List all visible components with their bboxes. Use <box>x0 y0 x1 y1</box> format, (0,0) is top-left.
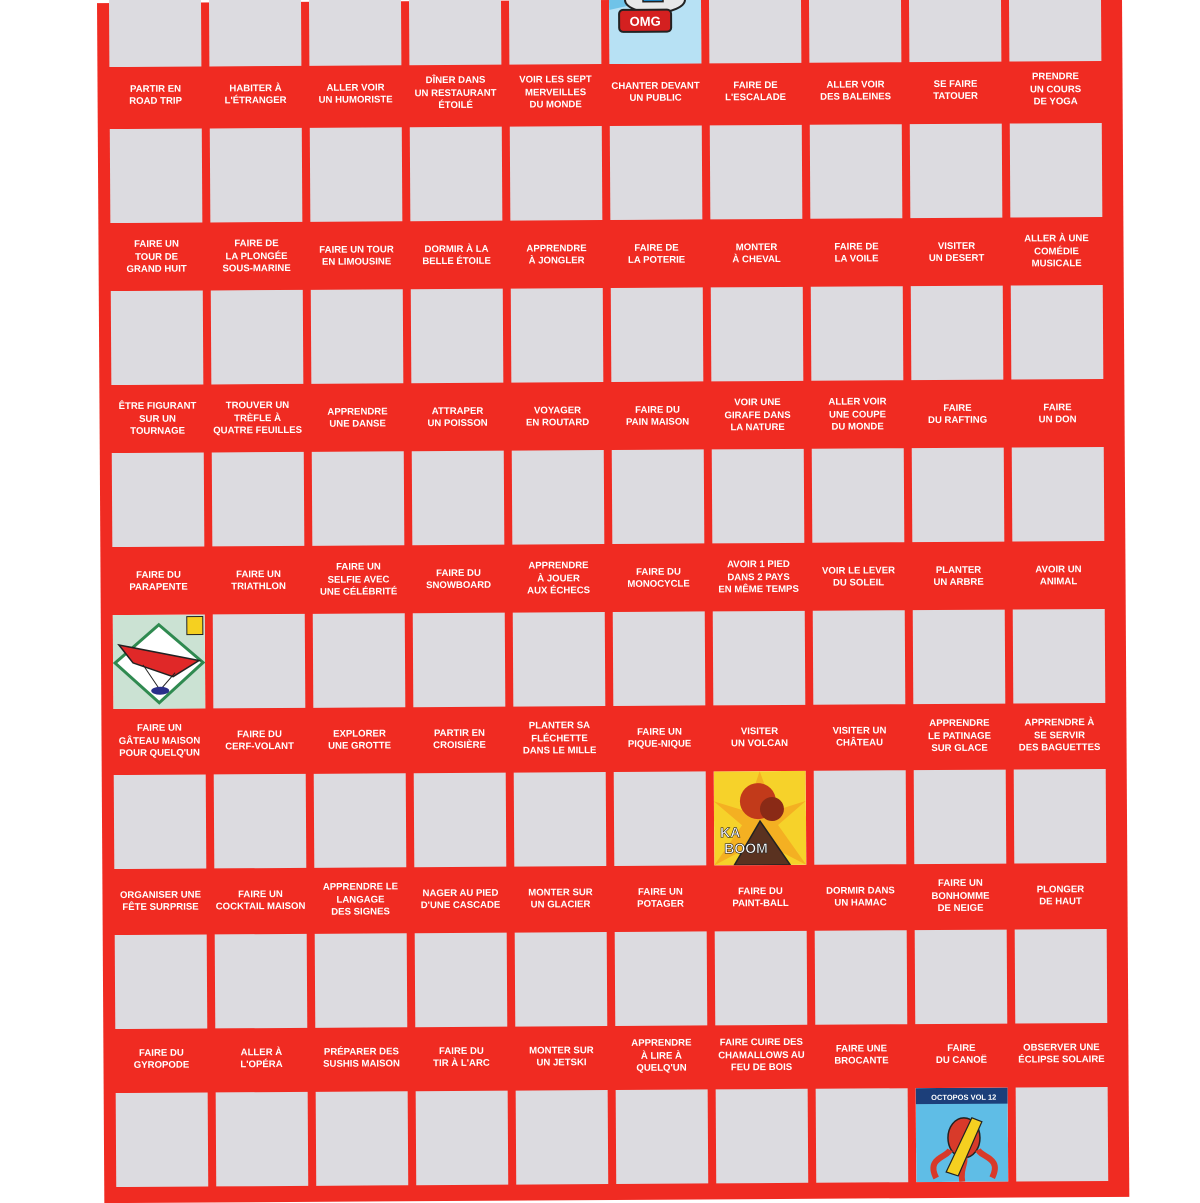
scratch-box[interactable] <box>915 930 1008 1025</box>
challenge-cell <box>611 242 703 288</box>
challenge-cell <box>610 79 702 126</box>
challenge-label: FAIRE DE LA POTERIE <box>627 242 686 266</box>
challenge-label: VOYAGER EN ROUTARD <box>525 404 590 429</box>
svg-text:BOOM: BOOM <box>724 840 768 857</box>
challenge-cell <box>316 1045 408 1092</box>
challenge-cell <box>112 400 204 453</box>
challenge-label: DORMIR À LA BELLE ÉTOILE <box>422 243 491 268</box>
challenge-label: FAIRE DU RAFTING <box>927 402 988 427</box>
challenge-label: EXPLORER UNE GROTTE <box>328 727 392 752</box>
challenge-label: ALLER À L'OPÉRA <box>240 1046 283 1071</box>
challenge-cell <box>814 724 906 771</box>
challenge-cell <box>1013 563 1105 610</box>
scratch-box[interactable] <box>513 612 606 707</box>
challenge-label: PLANTER UN ARBRE <box>933 564 984 589</box>
challenge-cell <box>615 886 707 932</box>
challenge-cell <box>513 560 605 613</box>
challenge-cell <box>716 1037 808 1090</box>
scratch-box[interactable] <box>411 289 504 384</box>
challenge-label: ALLER VOIR UNE COUPE DU MONDE <box>828 396 887 433</box>
scratch-box[interactable] <box>715 931 808 1026</box>
scratch-poster <box>97 0 1129 1203</box>
challenge-label: FAIRE UN SELFIE AVEC UNE CÉLÉBRITÉ <box>319 561 398 599</box>
scratch-box[interactable] <box>809 0 902 63</box>
challenge-cell <box>116 1047 208 1093</box>
challenge-cell <box>210 82 302 129</box>
challenge-cell <box>1015 883 1107 930</box>
scratch-box[interactable] <box>1010 123 1103 218</box>
scratch-box[interactable] <box>510 126 603 221</box>
challenge-cell <box>1012 401 1104 448</box>
challenge-cell <box>311 243 403 290</box>
scratch-box[interactable] <box>416 1091 509 1186</box>
scratch-box[interactable] <box>212 452 305 547</box>
challenge-label: VISITER UN VOLCAN <box>730 725 789 750</box>
challenge-label: VISITER UN CHÂTEAU <box>832 724 887 749</box>
scratch-box[interactable] <box>1015 929 1108 1024</box>
challenge-label: PARTIR EN CROISIÈRE <box>433 727 486 752</box>
challenge-label: FAIRE DU PAIN MAISON <box>625 404 690 428</box>
challenge-label: FAIRE UN POTAGER <box>637 886 684 910</box>
challenge-label: PLANTER SA FLÉCHETTE DANS LE MILLE <box>522 720 597 757</box>
challenge-cell <box>216 1046 308 1093</box>
challenge-row <box>103 877 1128 935</box>
challenge-cell <box>614 726 706 772</box>
scratch-box[interactable] <box>713 611 806 706</box>
scratch-box[interactable] <box>1014 769 1107 864</box>
challenge-cell <box>616 1037 708 1090</box>
scratch-box[interactable] <box>710 125 803 220</box>
challenge-label: FAIRE DE LA PLONGÉE SOUS-MARINE <box>222 238 291 275</box>
challenge-cell <box>310 81 402 128</box>
challenge-cell <box>1016 1041 1108 1088</box>
challenge-label: AVOIR 1 PIED DANS 2 PAYS EN MÊME TEMPS <box>718 559 799 596</box>
scratch-box[interactable] <box>210 128 303 223</box>
challenge-cell <box>415 887 507 934</box>
challenge-cell <box>313 561 405 614</box>
challenge-cell <box>213 568 305 615</box>
scratch-box[interactable] <box>610 125 703 220</box>
challenge-label: FAIRE DU GYROPODE <box>133 1047 190 1071</box>
challenge-cell <box>514 720 606 773</box>
challenge-cell <box>515 886 607 933</box>
scratch-box[interactable] <box>611 287 704 382</box>
challenge-cell <box>113 569 205 615</box>
challenge-label: FAIRE UNE BROCANTE <box>834 1042 889 1067</box>
challenge-label: FAIRE DU PARAPENTE <box>129 569 188 593</box>
challenge-cell <box>315 881 407 934</box>
scratch-box[interactable] <box>114 774 207 869</box>
challenge-cell <box>1010 71 1102 124</box>
challenge-label: VISITER UN DESERT <box>928 240 985 265</box>
scratch-box[interactable] <box>310 127 403 222</box>
challenge-cell <box>115 889 207 935</box>
scratch-box[interactable] <box>412 451 505 546</box>
challenge-cell <box>911 240 1003 287</box>
scratch-box[interactable] <box>312 451 405 546</box>
challenge-cell <box>813 564 905 611</box>
challenge-cell <box>510 74 602 127</box>
challenge-label: FAIRE DU TIR À L'ARC <box>433 1045 490 1070</box>
scratch-box[interactable] <box>215 934 308 1029</box>
challenge-cell <box>114 722 206 775</box>
svg-text:KA: KA <box>720 824 741 841</box>
challenge-cell <box>912 402 1004 449</box>
scratch-box[interactable] <box>109 0 202 67</box>
challenge-label: PARTIR EN ROAD TRIP <box>129 83 183 107</box>
scratch-box[interactable] <box>815 930 908 1025</box>
scratch-box[interactable] <box>812 448 905 543</box>
challenge-cell <box>414 727 506 774</box>
challenge-label: MONTER SUR UN JETSKI <box>529 1044 594 1069</box>
challenge-label: FAIRE UN TOUR DE GRAND HUIT <box>126 238 187 276</box>
challenge-label: FAIRE UN GÂTEAU MAISON POUR QUELQ'UN <box>118 722 201 760</box>
scratch-box[interactable] <box>909 0 1002 62</box>
challenge-label: HABITER À L'ÉTRANGER <box>224 82 287 107</box>
scratch-box[interactable] <box>116 1092 209 1187</box>
scratch-box[interactable] <box>414 773 507 868</box>
challenge-cell <box>612 404 704 450</box>
challenge-cell <box>411 243 503 290</box>
challenge-cell <box>810 78 902 125</box>
challenge-cell <box>416 1045 508 1092</box>
scratch-box[interactable] <box>913 610 1006 705</box>
scratch-box[interactable] <box>111 290 204 385</box>
challenge-label: APPRENDRE À JONGLER <box>526 242 587 267</box>
challenge-cell <box>916 1042 1008 1103</box>
scratch-box[interactable] <box>914 770 1007 865</box>
challenge-label: FAIRE UN DON <box>1038 401 1077 426</box>
scratch-box[interactable] <box>910 124 1003 219</box>
scratch-box[interactable] <box>110 128 203 223</box>
svg-text:OCTOPOS VOL 12: OCTOPOS VOL 12 <box>931 1092 997 1103</box>
scratch-box[interactable] <box>314 773 407 868</box>
challenge-label: FAIRE DE LA VOILE <box>834 240 879 265</box>
scratch-box[interactable] <box>311 289 404 384</box>
challenge-cell <box>812 396 904 449</box>
challenge-row <box>104 1037 1129 1103</box>
challenge-cell <box>511 242 603 289</box>
scratch-box[interactable] <box>512 450 605 545</box>
scratch-box[interactable] <box>711 287 804 382</box>
challenge-label: VOIR LES SEPT MERVEILLES DU MONDE <box>519 74 592 111</box>
challenge-cell <box>111 238 203 291</box>
scratch-box[interactable] <box>112 452 205 547</box>
volcano-art <box>714 771 807 866</box>
scratch-box[interactable] <box>816 1088 909 1183</box>
challenge-label: ALLER À UNE COMÉDIE MUSICALE <box>1024 233 1089 270</box>
challenge-cell <box>913 564 1005 611</box>
challenge-label: PRÉPARER DES SUSHIS MAISON <box>323 1045 400 1070</box>
challenge-cell <box>711 241 803 288</box>
scratch-box[interactable] <box>911 286 1004 381</box>
challenge-label: DORMIR DANS UN HAMAC <box>826 884 895 909</box>
challenge-label: FAIRE DE L'ESCALADE <box>725 79 787 104</box>
octopus-art <box>916 1088 1009 1183</box>
scratch-box[interactable] <box>315 933 408 1028</box>
scratch-box[interactable] <box>309 0 402 66</box>
scratch-box[interactable] <box>1011 285 1104 380</box>
scratch-box[interactable] <box>211 290 304 385</box>
scratch-box[interactable] <box>316 1091 409 1186</box>
scratch-box[interactable] <box>415 933 508 1028</box>
challenge-label: SE FAIRE TATOUER <box>933 78 979 103</box>
challenge-cell <box>613 566 705 612</box>
scratch-box[interactable] <box>615 931 708 1026</box>
challenge-row <box>100 396 1125 453</box>
scratch-box[interactable] <box>216 1092 309 1187</box>
challenge-cell <box>815 884 907 931</box>
challenge-cell <box>413 567 505 614</box>
challenge-cell <box>816 1042 908 1089</box>
scratch-box[interactable] <box>612 449 705 544</box>
scratch-box[interactable] <box>709 0 802 63</box>
scratch-box[interactable] <box>409 0 502 65</box>
challenge-cell <box>516 1044 608 1091</box>
challenge-label: APPRENDRE UNE DANSE <box>327 405 388 430</box>
scratched-box[interactable] <box>714 771 807 866</box>
challenge-label: ORGANISER UNE FÊTE SURPRISE <box>119 889 202 913</box>
challenge-row <box>101 559 1126 615</box>
challenge-cell <box>1011 233 1103 286</box>
challenge-cell <box>914 717 1006 771</box>
scratch-box[interactable] <box>313 613 406 708</box>
challenge-row <box>102 717 1127 857</box>
challenge-label: FAIRE CUIRE DES CHAMALLOWS AU FEU DE BOIS <box>718 1037 805 1074</box>
challenge-cell <box>312 405 404 452</box>
challenge-label: FAIRE DU CANOË <box>935 1042 988 1067</box>
challenge-cell <box>512 404 604 451</box>
challenge-row <box>99 233 1124 291</box>
challenge-label: FAIRE DU CERF-VOLANT <box>225 728 294 753</box>
challenge-label: VOIR UNE GIRAFE DANS LA NATURE <box>724 397 791 434</box>
scratch-box[interactable] <box>410 127 503 222</box>
challenge-cell <box>713 559 805 612</box>
scratch-box[interactable] <box>515 932 608 1027</box>
challenge-cell <box>715 885 807 932</box>
svg-text:OMG: OMG <box>629 13 661 29</box>
scratch-box[interactable] <box>616 1089 709 1184</box>
challenge-label: PRENDRE UN COURS DE YOGA <box>1029 71 1082 108</box>
challenge-label: ÊTRE FIGURANT SUR UN TOURNAGE <box>118 400 197 438</box>
scratch-box[interactable] <box>514 772 607 867</box>
challenge-cell <box>215 888 307 935</box>
scratch-box[interactable] <box>214 774 307 869</box>
challenge-row <box>98 71 1123 129</box>
challenge-label: CHANTER DEVANT UN PUBLIC <box>611 79 700 104</box>
challenge-label: ATTRAPER UN POISSON <box>427 405 488 430</box>
challenge-cell <box>212 400 304 453</box>
challenge-label: VOIR LE LEVER DU SOLEIL <box>821 564 896 589</box>
challenge-label: FAIRE UN PIQUE-NIQUE <box>627 726 692 750</box>
challenge-cell <box>710 79 802 126</box>
scratch-box[interactable] <box>1009 0 1102 62</box>
scratch-box[interactable] <box>912 448 1005 543</box>
challenge-label: APPRENDRE LE LANGAGE DES SIGNES <box>322 881 399 918</box>
scratch-box[interactable] <box>209 0 302 66</box>
challenge-label: MONTER À CHEVAL <box>732 241 781 266</box>
scratch-box[interactable] <box>813 610 906 705</box>
scratch-box[interactable] <box>1016 1087 1109 1182</box>
challenge-label: FAIRE DU PAINT-BALL <box>732 885 789 910</box>
scratch-box[interactable] <box>716 1089 809 1184</box>
helicopter-art <box>609 0 702 64</box>
challenge-label: FAIRE UN TOUR EN LIMOUSINE <box>319 243 394 268</box>
scratch-box[interactable] <box>1012 447 1105 542</box>
challenge-cell <box>714 725 806 857</box>
scratch-box[interactable] <box>613 611 706 706</box>
challenge-label: APPRENDRE À SE SERVIR DES BAGUETTES <box>1018 717 1101 754</box>
challenge-label: PLONGER DE HAUT <box>1036 883 1085 908</box>
challenge-cell <box>412 405 504 452</box>
challenge-cell <box>314 727 406 774</box>
scratch-box[interactable] <box>712 449 805 544</box>
challenge-label: FAIRE UN COCKTAIL MAISON <box>215 888 306 913</box>
challenge-cell <box>910 78 1002 125</box>
challenge-cell <box>712 397 804 450</box>
scratch-box[interactable] <box>213 614 306 709</box>
challenge-label: ALLER VOIR UN HUMORISTE <box>318 81 393 106</box>
scratch-box[interactable] <box>115 934 208 1029</box>
challenge-label: TROUVER UN TRÈFLE À QUATRE FEUILLES <box>213 400 303 437</box>
challenge-cell <box>811 240 903 287</box>
challenge-cell <box>915 877 1007 931</box>
challenge-label: APPRENDRE LE PATINAGE SUR GLACE <box>927 717 992 755</box>
challenge-label: MONTER SUR UN GLACIER <box>528 886 593 911</box>
challenge-label: FAIRE DU MONOCYCLE <box>627 566 690 590</box>
paraglider-art <box>113 614 206 709</box>
challenge-cell <box>214 728 306 775</box>
scratch-box[interactable] <box>811 286 904 381</box>
challenge-label: DÎNER DANS UN RESTAURANT ÉTOILÉ <box>414 75 497 112</box>
challenge-label: FAIRE UN TRIATHLON <box>231 568 286 593</box>
scratch-box[interactable] <box>814 770 907 865</box>
scratch-box[interactable] <box>511 288 604 383</box>
challenge-cell <box>110 83 202 129</box>
challenge-label: ALLER VOIR DES BALEINES <box>820 78 892 103</box>
scratch-box[interactable] <box>1013 609 1106 704</box>
scratch-box[interactable] <box>810 124 903 219</box>
scratched-box[interactable] <box>113 614 206 709</box>
challenge-label: OBSERVER UNE ÉCLIPSE SOLAIRE <box>1018 1041 1105 1066</box>
challenge-label: FAIRE UN BONHOMME DE NEIGE <box>931 877 990 915</box>
scratched-box[interactable] <box>916 1088 1009 1183</box>
scratch-box[interactable] <box>516 1090 609 1185</box>
scratched-box[interactable] <box>609 0 702 64</box>
scratch-box[interactable] <box>614 771 707 866</box>
challenge-label: APPRENDRE À LIRE À QUELQ'UN <box>631 1037 692 1075</box>
challenge-cell <box>410 75 502 128</box>
scratch-box[interactable] <box>509 0 602 65</box>
scratch-box[interactable] <box>413 613 506 708</box>
challenge-label: APPRENDRE À JOUER AUX ÉCHECS <box>527 560 591 597</box>
challenge-cell <box>1014 717 1106 770</box>
challenge-label: AVOIR UN ANIMAL <box>1035 563 1082 588</box>
challenge-cell <box>211 238 303 291</box>
challenge-label: FAIRE DU SNOWBOARD <box>426 567 492 592</box>
challenge-label: NAGER AU PIED D'UNE CASCADE <box>420 887 501 912</box>
